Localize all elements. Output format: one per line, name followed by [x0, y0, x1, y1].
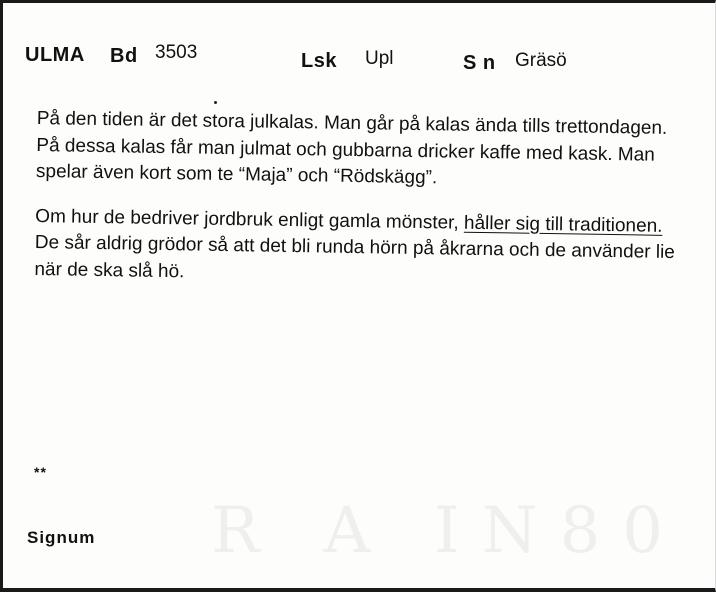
paragraph-1: På den tiden är det stora julkalas. Man går på kalas ända tills trettondagen. På dessa kalas får man julmat och gubbarna dricker kaffe med kask. Man spelar även kort som te “Maja” och “Rödskägg”.	[35, 107, 668, 189]
archive-label: ULMA	[25, 44, 85, 66]
parish-label: S n	[463, 52, 496, 74]
ink-dot	[214, 101, 217, 104]
paragraph-2	[34, 203, 685, 293]
parish-value: Gräsö	[515, 50, 567, 71]
volume-number: 3503	[155, 42, 198, 63]
signature-label: Signum	[27, 528, 96, 547]
underlined-phrase: håller sig till traditionen.	[463, 212, 663, 237]
bleed-through-stamp: R A IN80	[211, 494, 685, 568]
footer-marker: **	[34, 464, 47, 480]
county-value: Upl	[365, 48, 394, 69]
volume-label: Bd	[110, 45, 138, 67]
paragraph-2-text-end: De sår aldrig grödor så att det bli runda hörn på åkrarna och de använder lie när de ska slå hö.	[34, 231, 676, 282]
paragraph-2-text-start: Om hur de bedriver jordbruk enligt gamla mönster,	[35, 205, 465, 234]
card-header	[3, 3, 715, 83]
county-label: Lsk	[301, 50, 337, 72]
card-text	[34, 106, 687, 311]
